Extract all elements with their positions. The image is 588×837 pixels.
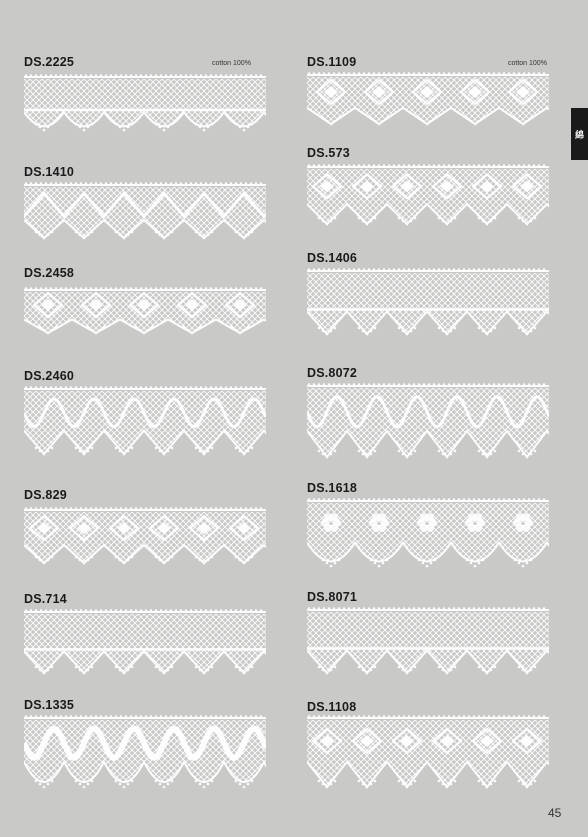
lace-swatch xyxy=(24,608,266,676)
product-code: DS.1109 xyxy=(307,55,357,69)
lace-swatch xyxy=(307,71,549,127)
material-label: cotton 100% xyxy=(508,60,547,67)
lace-swatch xyxy=(307,714,549,790)
page-number: 45 xyxy=(548,806,562,820)
lace-swatch xyxy=(307,163,549,227)
lace-swatch xyxy=(24,506,266,566)
product-code: DS.829 xyxy=(24,488,67,502)
lace-swatch xyxy=(24,73,266,133)
lace-swatch xyxy=(24,385,266,457)
product-code: DS.1406 xyxy=(307,251,358,265)
product-code: DS.714 xyxy=(24,592,67,606)
lace-swatch xyxy=(307,267,549,337)
product-code: DS.573 xyxy=(307,146,350,160)
product-code: DS.2225 xyxy=(24,55,75,69)
lace-swatch xyxy=(307,606,549,676)
product-code: DS.1335 xyxy=(24,698,75,712)
lace-swatch xyxy=(307,497,549,569)
section-tab: 綿 xyxy=(571,108,588,160)
product-code: DS.1618 xyxy=(307,481,358,495)
product-code: DS.8072 xyxy=(307,366,358,380)
lace-swatch xyxy=(24,286,266,336)
product-code: DS.2458 xyxy=(24,266,75,280)
product-code: DS.1108 xyxy=(307,700,357,714)
product-code: DS.8071 xyxy=(307,590,358,604)
lace-swatch xyxy=(24,714,266,790)
lace-swatch xyxy=(24,181,266,241)
material-label: cotton 100% xyxy=(212,60,251,67)
product-code: DS.1410 xyxy=(24,165,75,179)
product-code: DS.2460 xyxy=(24,369,75,383)
lace-swatch xyxy=(307,382,549,460)
